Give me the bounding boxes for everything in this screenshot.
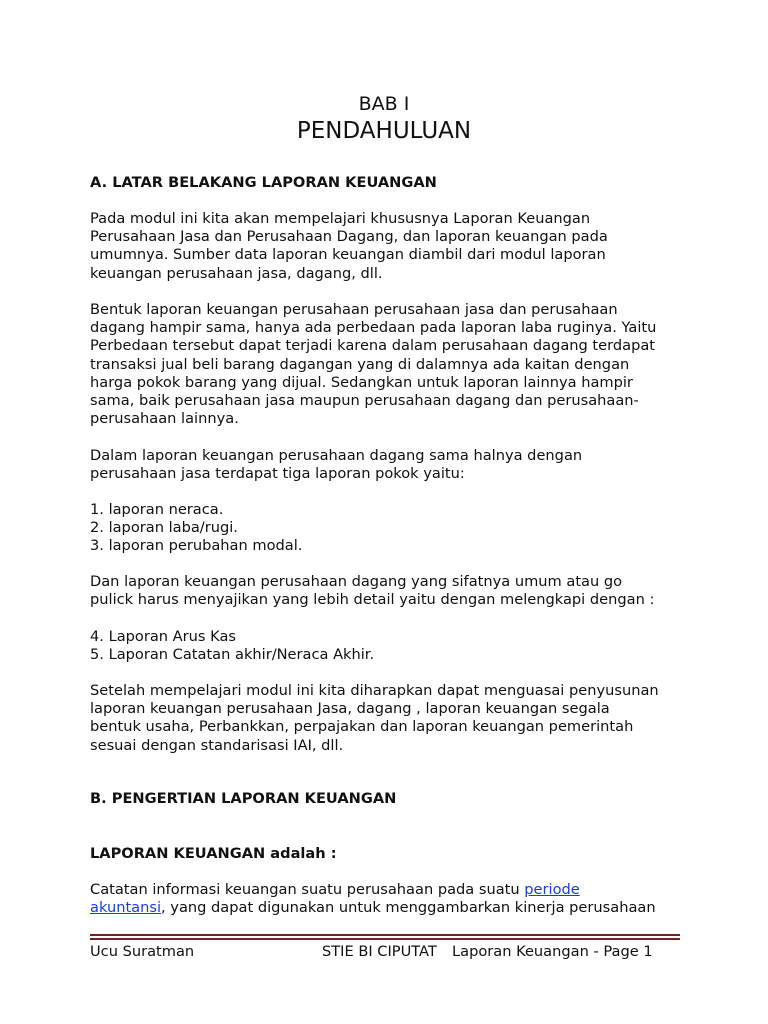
text-line: laporan keuangan perusahaan Jasa, dagang , laporan keuangan segala bbox=[90, 700, 610, 718]
definition-subheading: LAPORAN KEUANGAN adalah : bbox=[90, 845, 337, 862]
text-line: perusahaan lainnya. bbox=[90, 410, 239, 428]
chapter-number: BAB I bbox=[358, 93, 410, 115]
report-list-extended bbox=[90, 628, 690, 664]
section-b-heading: B. PENGERTIAN LAPORAN KEUANGAN bbox=[90, 790, 397, 807]
list-item: 3. laporan perubahan modal. bbox=[90, 537, 303, 555]
definition-paragraph bbox=[90, 881, 690, 917]
text-line: Pada modul ini kita akan mempelajari khususnya Laporan Keuangan bbox=[90, 210, 591, 227]
report-list-basic bbox=[90, 501, 690, 556]
footer-institution: STIE BI CIPUTAT bbox=[322, 943, 437, 960]
footer-page-label: Laporan Keuangan - Page 1 bbox=[452, 943, 653, 960]
list-item: 2. laporan laba/rugi. bbox=[90, 519, 238, 537]
chapter-title: PENDAHULUAN bbox=[296, 118, 472, 144]
section-a-paragraph-3 bbox=[90, 447, 690, 483]
text-line: sama, baik perusahaan jasa maupun perusahaan dagang dan perusahaan- bbox=[90, 392, 639, 410]
section-a-paragraph-1 bbox=[90, 210, 690, 283]
text-line: Dalam laporan keuangan perusahaan dagang sama halnya dengan bbox=[90, 447, 583, 464]
text-line: dagang hampir sama, hanya ada perbedaan pada laporan laba ruginya. Yaitu bbox=[90, 319, 657, 337]
definition-text-prefix: Catatan informasi keuangan suatu perusahaan pada suatu bbox=[90, 881, 525, 898]
text-line: Bentuk laporan keuangan perusahaan perusahaan jasa dan perusahaan bbox=[90, 301, 618, 318]
list-item: 4. Laporan Arus Kas bbox=[90, 628, 236, 645]
section-a-paragraph-4 bbox=[90, 573, 690, 609]
text-line: Perbedaan tersebut dapat terjadi karena dalam perusahaan dagang terdapat bbox=[90, 337, 656, 355]
section-a-paragraph-5 bbox=[90, 682, 690, 755]
text-line bbox=[90, 899, 690, 917]
list-item: 1. laporan neraca. bbox=[90, 501, 224, 518]
text-line: keuangan perusahaan jasa, dagang, dll. bbox=[90, 264, 383, 282]
definition-text-suffix: , yang dapat digunakan untuk menggambarkan kinerja perusahaan bbox=[161, 899, 656, 917]
footer-rule-bottom bbox=[90, 938, 680, 940]
akuntansi-link[interactable]: akuntansi bbox=[90, 899, 162, 917]
text-line: Perusahaan Jasa dan Perusahaan Dagang, dan laporan keuangan pada bbox=[90, 228, 608, 246]
text-line: Dan laporan keuangan perusahaan dagang yang sifatnya umum atau go bbox=[90, 573, 623, 590]
section-a-paragraph-2 bbox=[90, 301, 690, 428]
text-line: bentuk usaha, Perbankkan, perpajakan dan laporan keuangan pemerintah bbox=[90, 718, 634, 736]
list-item: 5. Laporan Catatan akhir/Neraca Akhir. bbox=[90, 646, 375, 664]
text-line: perusahaan jasa terdapat tiga laporan pokok yaitu: bbox=[90, 465, 465, 483]
text-line: harga pokok barang yang dijual. Sedangkan untuk laporan lainnya hampir bbox=[90, 373, 633, 391]
text-line: umumnya. Sumber data laporan keuangan diambil dari modul laporan bbox=[90, 246, 606, 264]
footer-rule-top bbox=[90, 934, 680, 936]
text-line: transaksi jual beli barang dagangan yang di dalamnya ada kaitan dengan bbox=[90, 355, 630, 373]
footer-author: Ucu Suratman bbox=[90, 943, 195, 960]
text-line bbox=[90, 881, 690, 899]
text-line: pulick harus menyajikan yang lebih detail yaitu dengan melengkapi dengan : bbox=[90, 591, 655, 609]
section-a-heading: A. LATAR BELAKANG LAPORAN KEUANGAN bbox=[90, 174, 437, 191]
text-line: Setelah mempelajari modul ini kita diharapkan dapat menguasai penyusunan bbox=[90, 682, 659, 699]
periode-akuntansi-link[interactable]: periode bbox=[524, 881, 580, 898]
text-line: sesuai dengan standarisasi IAI, dll. bbox=[90, 736, 344, 754]
